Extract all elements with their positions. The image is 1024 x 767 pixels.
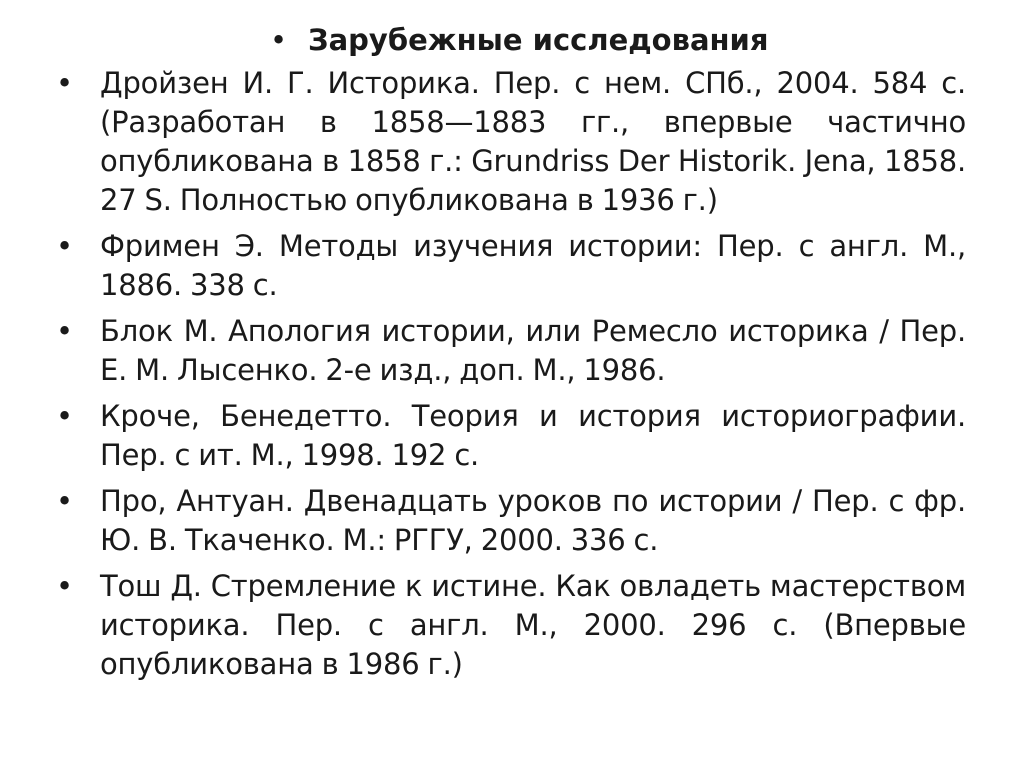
reference-text: Дройзен И. Г. Историка. Пер. с нем. СПб., 2004. 584 с. (Разработан в 1858—1883 гг., впервые частично опубликована в 1858 г.: Grundriss Der Historik. Jena, 1858. 27 S. Полностью опубликована в 1936 г.) (100, 66, 966, 217)
bullet-icon: • (56, 484, 74, 518)
slide-content (56, 20, 966, 691)
bullet-icon: • (56, 399, 74, 433)
bullet-icon: • (56, 229, 74, 263)
reference-text: Тош Д. Стремление к истине. Как овладеть мастерством историка. Пер. с англ. М., 2000. 296 с. (Впервые опубликована в 1986 г.) (100, 569, 966, 681)
reference-list (56, 64, 966, 684)
bullet-icon: • (56, 66, 74, 100)
heading-text: Зарубежные исследования (308, 23, 769, 57)
reference-item (56, 64, 966, 220)
reference-text: Кроче, Бенедетто. Теория и история историографии. Пер. с ит. М., 1998. 192 с. (100, 399, 966, 472)
reference-item (56, 312, 966, 390)
section-heading (270, 20, 966, 60)
bullet-icon: • (56, 314, 74, 348)
reference-item (56, 227, 966, 305)
reference-item (56, 567, 966, 684)
reference-item (56, 397, 966, 475)
reference-text: Про, Антуан. Двенадцать уроков по истории / Пер. с фр. Ю. В. Ткаченко. М.: РГГУ, 2000. 336 с. (100, 484, 966, 557)
bullet-icon: • (270, 23, 288, 57)
reference-item (56, 482, 966, 560)
bullet-icon: • (56, 569, 74, 603)
reference-text: Фримен Э. Методы изучения истории: Пер. с англ. М., 1886. 338 с. (100, 229, 966, 302)
reference-text: Блок М. Апология истории, или Ремесло историка / Пер. Е. М. Лысенко. 2-е изд., доп. М., 1986. (100, 314, 966, 387)
